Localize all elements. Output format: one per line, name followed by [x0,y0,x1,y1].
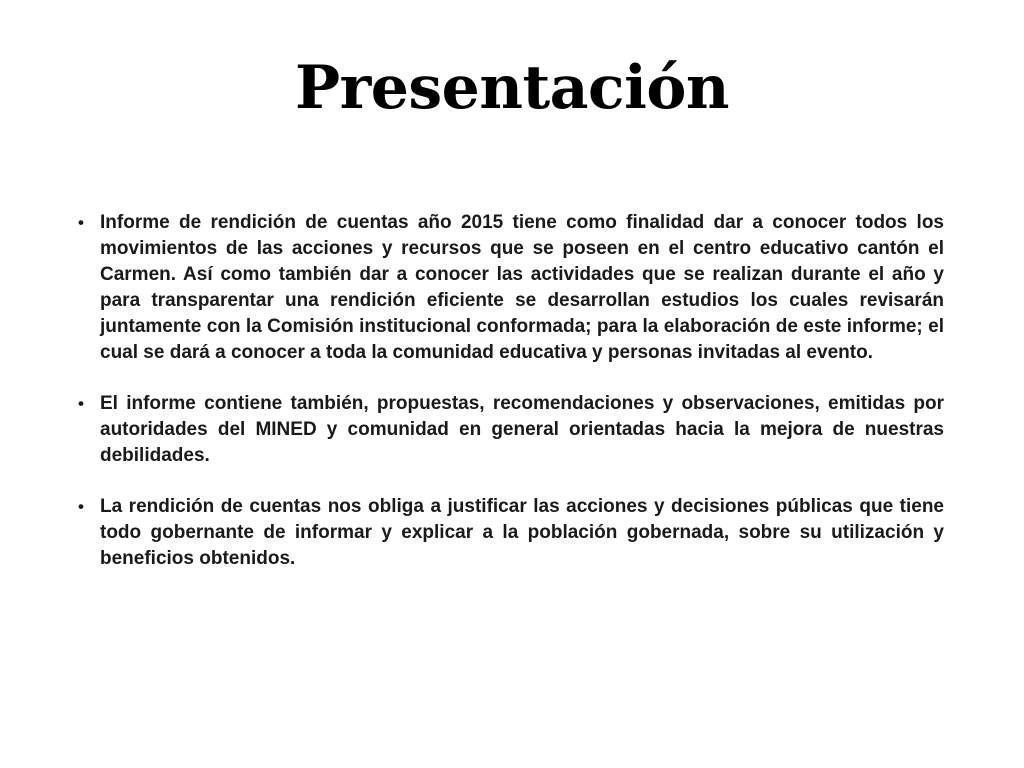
bullet-text: El informe contiene también, propuestas, recomendaciones y observaciones, emitidas por autoridades del MINED y comunidad en general orientadas hacia la mejora de nuestras debilidades. [100,393,944,466]
bullet-dot-icon: • [78,497,84,516]
bullet-item [78,210,944,366]
bullet-item [78,391,944,469]
bullet-text: La rendición de cuentas nos obliga a justificar las acciones y decisiones públicas que tiene todo gobernante de informar y explicar a la población gobernada, sobre su utilización y beneficios obtenidos. [100,496,944,569]
bullet-list [78,210,944,597]
bullet-dot-icon: • [78,213,84,232]
bullet-text: Informe de rendición de cuentas año 2015 tiene como finalidad dar a conocer todos los movimientos de las acciones y recursos que se poseen en el centro educativo cantón el Carmen. Así como también dar a conocer las actividades que se realizan durante el año y para transparentar una rendición eficiente se desarrollan estudios los cuales revisarán juntamente con la Comisión institucional conformada; para la elaboración de este informe; el cual se dará a conocer a toda la comunidad educativa y personas invitadas al evento. [100,212,944,363]
slide-title: Presentación [294,53,730,123]
bullet-item [78,494,944,572]
bullet-dot-icon: • [78,394,84,413]
